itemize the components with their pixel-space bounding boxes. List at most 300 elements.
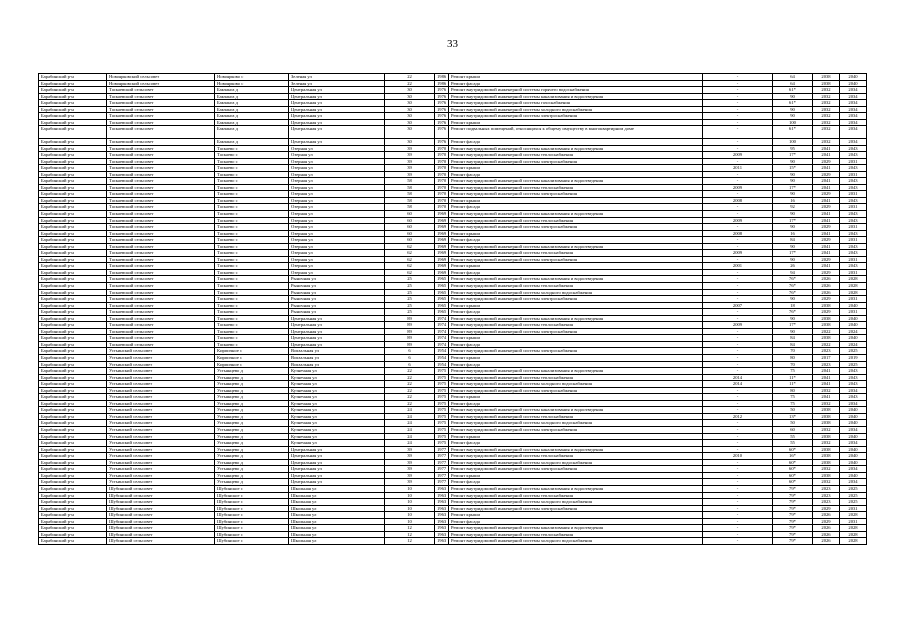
capital-repair-table [38, 73, 867, 545]
work-type-cell: Ремонт внутридомовой инженерной системы теплоснабжения [449, 283, 703, 290]
street-cell: Центральная ул [289, 446, 385, 453]
start-year-cell: 2023 [813, 485, 840, 492]
street-cell: Центральная ул [289, 119, 385, 126]
house-number-cell: 62 [385, 243, 435, 250]
last-repair-year-cell: - [703, 243, 773, 250]
last-repair-year-cell: - [703, 328, 773, 335]
end-year-cell: 2028 [840, 538, 867, 545]
end-year-cell: 2031 [840, 256, 867, 263]
settlement-cell: Таскаевский сельсовет [107, 191, 215, 198]
last-repair-year-cell: - [703, 80, 773, 87]
house-number-cell: 25 [385, 309, 435, 316]
last-repair-year-cell: 2014 [703, 381, 773, 388]
street-cell: Кузнечная ул [289, 440, 385, 447]
house-number-cell: 6 [385, 348, 435, 355]
work-type-cell: Ремонт фасада [449, 204, 703, 211]
build-year-cell: 1975 [435, 420, 449, 427]
settlement-cell: Таскаевский сельсовет [107, 165, 215, 172]
last-repair-year-cell: 2009 [703, 184, 773, 191]
street-cell: Озерная ул [289, 165, 385, 172]
house-number-cell: 22 [385, 387, 435, 394]
start-year-cell: 2026 [813, 525, 840, 532]
work-type-cell: Ремонт крыши [449, 302, 703, 309]
start-year-cell: 2038 [813, 453, 840, 460]
end-year-cell: 2040 [840, 433, 867, 440]
district-cell: Барабинский р-н [39, 518, 107, 525]
locality-cell: Кирпичное с [215, 361, 289, 368]
end-year-cell: 2034 [840, 440, 867, 447]
build-year-cell: 1969 [435, 243, 449, 250]
locality-cell: Бакчанга д [215, 100, 289, 107]
end-year-cell: 2040 [840, 453, 867, 460]
last-repair-year-cell: - [703, 126, 773, 139]
last-repair-year-cell: 2012 [703, 413, 773, 420]
start-year-cell: 2029 [813, 237, 840, 244]
last-repair-year-cell: - [703, 512, 773, 519]
wear-percent-cell: 16* [773, 453, 813, 460]
district-cell: Барабинский р-н [39, 158, 107, 165]
last-repair-year-cell: 2001 [703, 263, 773, 270]
end-year-cell: 2034 [840, 387, 867, 394]
last-repair-year-cell: - [703, 479, 773, 486]
street-cell: Школьная ул [289, 531, 385, 538]
work-type-cell: Ремонт внутридомовой инженерной системы электроснабжения [449, 348, 703, 355]
house-number-cell: 39 [385, 479, 435, 486]
district-cell: Барабинский р-н [39, 453, 107, 460]
street-cell: Центральная ул [289, 126, 385, 139]
end-year-cell: 2040 [840, 407, 867, 414]
end-year-cell: 2040 [840, 413, 867, 420]
settlement-cell: Таскаевский сельсовет [107, 197, 215, 204]
last-repair-year-cell: 2011 [703, 165, 773, 172]
last-repair-year-cell: 2008 [703, 197, 773, 204]
locality-cell: Новоярково с [215, 80, 289, 87]
district-cell: Барабинский р-н [39, 361, 107, 368]
street-cell: Школьная ул [289, 492, 385, 499]
house-number-cell: 6 [385, 361, 435, 368]
last-repair-year-cell: - [703, 538, 773, 545]
work-type-cell: Ремонт внутридомовой инженерной системы электроснабжения [449, 466, 703, 473]
district-cell: Барабинский р-н [39, 80, 107, 87]
build-year-cell: 1986 [435, 74, 449, 81]
district-cell: Барабинский р-н [39, 119, 107, 126]
house-number-cell: 30 [385, 138, 435, 145]
wear-percent-cell: 90 [773, 171, 813, 178]
locality-cell: Бакчанга д [215, 106, 289, 113]
end-year-cell: 2043 [840, 152, 867, 159]
work-type-cell: Ремонт фасада [449, 341, 703, 348]
street-cell: Центральная ул [289, 466, 385, 473]
wear-percent-cell: 50 [773, 407, 813, 414]
district-cell: Барабинский р-н [39, 394, 107, 401]
house-number-cell: 39 [385, 165, 435, 172]
wear-percent-cell: 18 [773, 302, 813, 309]
settlement-cell: Таскаевский сельсовет [107, 126, 215, 139]
locality-cell: Кирпичное с [215, 348, 289, 355]
locality-cell: Шубинское с [215, 518, 289, 525]
locality-cell: Устьянцево д [215, 368, 289, 375]
house-number-cell: 62 [385, 263, 435, 270]
work-type-cell: Ремонт внутридомовой инженерной системы канализования и водоотведения [449, 178, 703, 185]
house-number-cell: 30 [385, 87, 435, 94]
settlement-cell: Устьинский сельсовет [107, 355, 215, 362]
build-year-cell: 1970 [435, 152, 449, 159]
district-cell: Барабинский р-н [39, 499, 107, 506]
end-year-cell: 2043 [840, 165, 867, 172]
settlement-cell: Таскаевский сельсовет [107, 243, 215, 250]
build-year-cell: 1969 [435, 217, 449, 224]
page-number: 33 [447, 38, 458, 50]
start-year-cell: 2041 [813, 374, 840, 381]
house-number-cell: 39 [385, 466, 435, 473]
last-repair-year-cell: - [703, 289, 773, 296]
end-year-cell: 2034 [840, 113, 867, 120]
end-year-cell: 2034 [840, 93, 867, 100]
district-cell: Барабинский р-н [39, 322, 107, 329]
build-year-cell: 1974 [435, 322, 449, 329]
work-type-cell: Ремонт крыши [449, 230, 703, 237]
settlement-cell: Таскаевский сельсовет [107, 152, 215, 159]
wear-percent-cell: 90 [773, 328, 813, 335]
wear-percent-cell: 15* [773, 165, 813, 172]
house-number-cell: 6 [385, 355, 435, 362]
start-year-cell: 2029 [813, 309, 840, 316]
street-cell: Рыночная ул [289, 309, 385, 316]
work-type-cell: Ремонт крыши [449, 74, 703, 81]
work-type-cell: Ремонт внутридомовой инженерной системы горячего водоснабжения [449, 87, 703, 94]
district-cell: Барабинский р-н [39, 74, 107, 81]
start-year-cell: 2038 [813, 413, 840, 420]
start-year-cell: 2022 [813, 341, 840, 348]
build-year-cell: 1970 [435, 197, 449, 204]
district-cell: Барабинский р-н [39, 466, 107, 473]
wear-percent-cell: 84 [773, 341, 813, 348]
street-cell: Центральная ул [289, 322, 385, 329]
build-year-cell: 1969 [435, 224, 449, 231]
street-cell: Кузнечная ул [289, 427, 385, 434]
locality-cell: Шубинское с [215, 531, 289, 538]
street-cell: Озерная ул [289, 171, 385, 178]
settlement-cell: Таскаевский сельсовет [107, 93, 215, 100]
work-type-cell: Ремонт внутридомовой инженерной системы канализования и водоотведения [449, 368, 703, 375]
wear-percent-cell: 61* [773, 87, 813, 94]
settlement-cell: Таскаевский сельсовет [107, 237, 215, 244]
district-cell: Барабинский р-н [39, 113, 107, 120]
wear-percent-cell: 79* [773, 531, 813, 538]
wear-percent-cell: 76* [773, 289, 813, 296]
house-number-cell: 24 [385, 427, 435, 434]
last-repair-year-cell: - [703, 355, 773, 362]
settlement-cell: Таскаевский сельсовет [107, 296, 215, 303]
street-cell: Школьная ул [289, 485, 385, 492]
locality-cell: Таскаево с [215, 230, 289, 237]
wear-percent-cell: 64 [773, 74, 813, 81]
last-repair-year-cell: - [703, 407, 773, 414]
locality-cell: Устьянцево д [215, 459, 289, 466]
wear-percent-cell: 64 [773, 80, 813, 87]
start-year-cell: 2038 [813, 74, 840, 81]
start-year-cell: 2041 [813, 197, 840, 204]
settlement-cell: Таскаевский сельсовет [107, 100, 215, 107]
work-type-cell: Ремонт внутридомовой инженерной системы электроснабжения [449, 224, 703, 231]
wear-percent-cell: 90 [773, 191, 813, 198]
street-cell: Озерная ул [289, 237, 385, 244]
house-number-cell: 24 [385, 407, 435, 414]
build-year-cell: 1976 [435, 126, 449, 139]
work-type-cell: Ремонт внутридомовой инженерной системы канализования и водоотведения [449, 210, 703, 217]
build-year-cell: 1965 [435, 302, 449, 309]
wear-percent-cell: 90 [773, 296, 813, 303]
start-year-cell: 2038 [813, 472, 840, 479]
start-year-cell: 2029 [813, 518, 840, 525]
wear-percent-cell: 55 [773, 440, 813, 447]
wear-percent-cell: 95 [773, 145, 813, 152]
settlement-cell: Таскаевский сельсовет [107, 283, 215, 290]
settlement-cell: Таскаевский сельсовет [107, 210, 215, 217]
start-year-cell: 2032 [813, 93, 840, 100]
wear-percent-cell: 13* [773, 413, 813, 420]
work-type-cell: Ремонт внутридомовой инженерной системы канализования и водоотведения [449, 243, 703, 250]
district-cell: Барабинский р-н [39, 289, 107, 296]
build-year-cell: 1974 [435, 328, 449, 335]
last-repair-year-cell: 2007 [703, 302, 773, 309]
start-year-cell: 2032 [813, 126, 840, 139]
end-year-cell: 2025 [840, 348, 867, 355]
settlement-cell: Устьинский сельсовет [107, 387, 215, 394]
start-year-cell: 2026 [813, 276, 840, 283]
street-cell: Озерная ул [289, 250, 385, 257]
settlement-cell: Устьинский сельсовет [107, 472, 215, 479]
settlement-cell: Таскаевский сельсовет [107, 178, 215, 185]
work-type-cell: Ремонт крыши [449, 512, 703, 519]
start-year-cell: 2041 [813, 210, 840, 217]
start-year-cell: 2038 [813, 302, 840, 309]
wear-percent-cell: 90 [773, 106, 813, 113]
house-number-cell: 89 [385, 322, 435, 329]
wear-percent-cell: 100 [773, 138, 813, 145]
build-year-cell: 1969 [435, 210, 449, 217]
wear-percent-cell: 16 [773, 230, 813, 237]
wear-percent-cell: 79* [773, 512, 813, 519]
settlement-cell: Таскаевский сельсовет [107, 184, 215, 191]
start-year-cell: 2041 [813, 184, 840, 191]
house-number-cell: 10 [385, 512, 435, 519]
locality-cell: Таскаево с [215, 243, 289, 250]
district-cell: Барабинский р-н [39, 309, 107, 316]
end-year-cell: 2028 [840, 525, 867, 532]
locality-cell: Бакчанга д [215, 93, 289, 100]
wear-percent-cell: 60* [773, 459, 813, 466]
start-year-cell: 2032 [813, 87, 840, 94]
end-year-cell: 2040 [840, 472, 867, 479]
street-cell: Рыночная ул [289, 276, 385, 283]
build-year-cell: 1977 [435, 453, 449, 460]
street-cell: Центральная ул [289, 138, 385, 145]
last-repair-year-cell: 2009 [703, 217, 773, 224]
end-year-cell: 2031 [840, 224, 867, 231]
street-cell: Вокзальная ул [289, 361, 385, 368]
end-year-cell: 2025 [840, 361, 867, 368]
street-cell: Кузнечная ул [289, 433, 385, 440]
street-cell: Кузнечная ул [289, 387, 385, 394]
house-number-cell: 10 [385, 485, 435, 492]
street-cell: Центральная ул [289, 453, 385, 460]
district-cell: Барабинский р-н [39, 184, 107, 191]
start-year-cell: 2032 [813, 466, 840, 473]
build-year-cell: 1976 [435, 87, 449, 94]
house-number-cell: 58 [385, 191, 435, 198]
district-cell: Барабинский р-н [39, 276, 107, 283]
build-year-cell: 1969 [435, 263, 449, 270]
locality-cell: Таскаево с [215, 289, 289, 296]
build-year-cell: 1963 [435, 512, 449, 519]
district-cell: Барабинский р-н [39, 100, 107, 107]
build-year-cell: 1975 [435, 413, 449, 420]
district-cell: Барабинский р-н [39, 374, 107, 381]
work-type-cell: Ремонт внутридомовой инженерной системы электроснабжения [449, 158, 703, 165]
start-year-cell: 2032 [813, 119, 840, 126]
start-year-cell: 2032 [813, 100, 840, 107]
start-year-cell: 2023 [813, 348, 840, 355]
street-cell: Кузнечная ул [289, 394, 385, 401]
last-repair-year-cell: - [703, 420, 773, 427]
end-year-cell: 2040 [840, 335, 867, 342]
work-type-cell: Ремонт внутридомовой инженерной системы газоснабжения [449, 100, 703, 107]
house-number-cell: 58 [385, 184, 435, 191]
street-cell: Школьная ул [289, 499, 385, 506]
build-year-cell: 1970 [435, 171, 449, 178]
end-year-cell: 2025 [840, 492, 867, 499]
wear-percent-cell: 60* [773, 466, 813, 473]
locality-cell: Бакчанга д [215, 87, 289, 94]
district-cell: Барабинский р-н [39, 427, 107, 434]
settlement-cell: Шубинский сельсовет [107, 485, 215, 492]
locality-cell: Шубинское с [215, 485, 289, 492]
work-type-cell: Ремонт крыши [449, 197, 703, 204]
last-repair-year-cell: - [703, 368, 773, 375]
end-year-cell: 2043 [840, 381, 867, 388]
end-year-cell: 2024 [840, 341, 867, 348]
start-year-cell: 2041 [813, 394, 840, 401]
work-type-cell: Ремонт внутридомовой инженерной системы теплоснабжения [449, 413, 703, 420]
house-number-cell: 12 [385, 525, 435, 532]
build-year-cell: 1974 [435, 315, 449, 322]
build-year-cell: 1969 [435, 237, 449, 244]
end-year-cell: 2043 [840, 230, 867, 237]
build-year-cell: 1963 [435, 499, 449, 506]
work-type-cell: Ремонт крыши [449, 394, 703, 401]
street-cell: Центральная ул [289, 472, 385, 479]
last-repair-year-cell: 2009 [703, 322, 773, 329]
start-year-cell: 2029 [813, 505, 840, 512]
work-type-cell: Ремонт внутридомовой инженерной системы электроснабжения [449, 296, 703, 303]
build-year-cell: 1965 [435, 276, 449, 283]
work-type-cell: Ремонт крыши [449, 472, 703, 479]
settlement-cell: Устьинский сельсовет [107, 361, 215, 368]
house-number-cell: 60 [385, 230, 435, 237]
wear-percent-cell: 79* [773, 525, 813, 532]
district-cell: Барабинский р-н [39, 126, 107, 139]
end-year-cell: 2031 [840, 505, 867, 512]
locality-cell: Таскаево с [215, 152, 289, 159]
house-number-cell: 58 [385, 197, 435, 204]
end-year-cell: 2040 [840, 446, 867, 453]
start-year-cell: 2038 [813, 420, 840, 427]
wear-percent-cell: 75 [773, 368, 813, 375]
locality-cell: Устьянцево д [215, 440, 289, 447]
end-year-cell: 2025 [840, 485, 867, 492]
house-number-cell: 39 [385, 459, 435, 466]
end-year-cell: 2034 [840, 87, 867, 94]
street-cell: Рыночная ул [289, 302, 385, 309]
house-number-cell: 22 [385, 80, 435, 87]
last-repair-year-cell: - [703, 315, 773, 322]
locality-cell: Таскаево с [215, 341, 289, 348]
locality-cell: Таскаево с [215, 145, 289, 152]
street-cell: Центральная ул [289, 479, 385, 486]
district-cell: Барабинский р-н [39, 433, 107, 440]
district-cell: Барабинский р-н [39, 400, 107, 407]
house-number-cell: 10 [385, 518, 435, 525]
house-number-cell: 39 [385, 152, 435, 159]
build-year-cell: 1954 [435, 361, 449, 368]
street-cell: Школьная ул [289, 505, 385, 512]
build-year-cell: 1976 [435, 119, 449, 126]
wear-percent-cell: 76* [773, 283, 813, 290]
start-year-cell: 2041 [813, 145, 840, 152]
work-type-cell: Ремонт внутридомовой инженерной системы электроснабжения [449, 328, 703, 335]
build-year-cell: 1975 [435, 427, 449, 434]
wear-percent-cell: 50 [773, 420, 813, 427]
build-year-cell: 1986 [435, 80, 449, 87]
work-type-cell: Ремонт внутридомовой инженерной системы холодного водоснабжения [449, 499, 703, 506]
work-type-cell: Ремонт внутридомовой инженерной системы теплоснабжения [449, 374, 703, 381]
street-cell: Кузнечная ул [289, 381, 385, 388]
build-year-cell: 1974 [435, 341, 449, 348]
build-year-cell: 1974 [435, 335, 449, 342]
settlement-cell: Таскаевский сельсовет [107, 263, 215, 270]
work-type-cell: Ремонт внутридомовой инженерной системы канализования и водоотведения [449, 525, 703, 532]
house-number-cell: 22 [385, 374, 435, 381]
settlement-cell: Таскаевский сельсовет [107, 256, 215, 263]
district-cell: Барабинский р-н [39, 368, 107, 375]
start-year-cell: 2038 [813, 407, 840, 414]
end-year-cell: 2031 [840, 204, 867, 211]
wear-percent-cell: 79* [773, 518, 813, 525]
locality-cell: Шубинское с [215, 538, 289, 545]
start-year-cell: 2029 [813, 269, 840, 276]
street-cell: Озерная ул [289, 197, 385, 204]
locality-cell: Таскаево с [215, 217, 289, 224]
district-cell: Барабинский р-н [39, 210, 107, 217]
locality-cell: Устьянцево д [215, 394, 289, 401]
build-year-cell: 1975 [435, 374, 449, 381]
end-year-cell: 2043 [840, 184, 867, 191]
house-number-cell: 60 [385, 217, 435, 224]
start-year-cell: 2032 [813, 106, 840, 113]
build-year-cell: 1969 [435, 256, 449, 263]
start-year-cell: 2032 [813, 113, 840, 120]
build-year-cell: 1970 [435, 191, 449, 198]
house-number-cell: 60 [385, 237, 435, 244]
wear-percent-cell: 94 [773, 269, 813, 276]
wear-percent-cell: 11* [773, 381, 813, 388]
build-year-cell: 1954 [435, 348, 449, 355]
start-year-cell: 2032 [813, 440, 840, 447]
table-row [39, 126, 867, 139]
end-year-cell: 2019 [840, 355, 867, 362]
wear-percent-cell: 60* [773, 446, 813, 453]
